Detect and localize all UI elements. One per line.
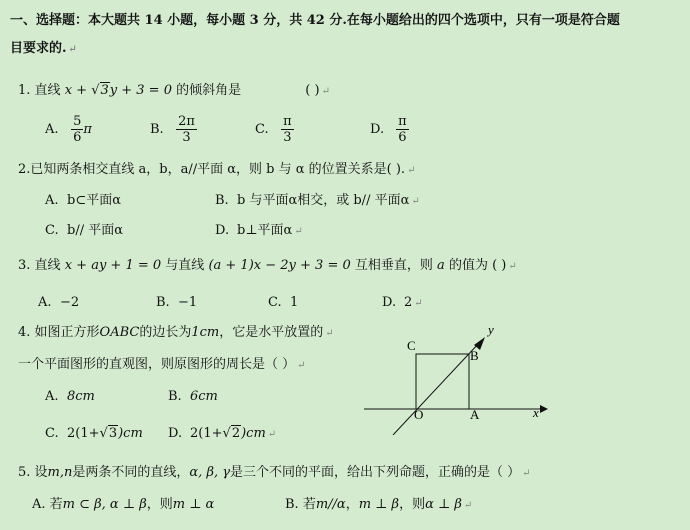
- question-5-option-a: A. 若m ⊂ β, α ⊥ β，则m ⊥ α: [32, 497, 215, 512]
- question-4-option-c: C. 2(1+√3)cm: [45, 426, 143, 441]
- label-y: y: [488, 322, 494, 337]
- question-1-stem: 1. 直线 x + √3y + 3 = 0 的倾斜角是 ( ) ↵: [18, 83, 330, 98]
- question-4-option-b: B. 6cm: [168, 389, 218, 404]
- question-1-option-c: C. $\frac{\pi}{3}$: [255, 114, 292, 145]
- label-a: A: [470, 407, 480, 422]
- question-3-stem: 3. 直线 x + ay + 1 = 0 与直线 (a + 1)x − 2y + 3 = 0 互相垂直，则 a 的值为 ( ) ↵: [18, 258, 517, 273]
- question-4-option-a: A. 8cm: [45, 389, 95, 404]
- section-header-line1: 一、选择题：本大题共 14 小题，每小题 3 分，共 42 分.在每小题给出的四个选项中，只有一项是符合题: [10, 13, 620, 28]
- question-3-option-a: A. −2: [38, 295, 80, 310]
- question-1-option-d: D. $\frac{\pi}{6}$: [370, 114, 407, 145]
- label-b: B: [470, 348, 479, 363]
- question-4-option-d: D. 2(1+√2)cm ↵: [168, 426, 277, 441]
- label-c: C: [407, 338, 416, 353]
- question-5-option-b: B. 若m//α，m ⊥ β，则α ⊥ β ↵: [285, 497, 473, 512]
- question-4-stem-line1: 4. 如图正方形OABC的边长为1cm，它是水平放置的 ↵: [18, 325, 334, 340]
- question-2-stem: 2.已知两条相交直线 a，b，a//平面 α，则 b 与 α 的位置关系是( ). ↵: [18, 162, 416, 177]
- question-3-option-d: D. 2 ↵: [382, 295, 423, 310]
- question-3-option-c: C. 1: [268, 295, 299, 310]
- question-3-option-b: B. −1: [156, 295, 198, 310]
- y-axis: [393, 342, 480, 435]
- question-2-option-d: D. b⊥平面α ↵: [215, 223, 303, 238]
- question-2-option-b: B. b 与平面α相交，或 b// 平面α ↵: [215, 193, 420, 208]
- question-5-stem: 5. 设m,n是两条不同的直线，α, β, γ是三个不同的平面，给出下列命题，正确的是（ ） ↵: [18, 465, 531, 480]
- question-1-option-a: A. $\frac{5}{6}$ π: [45, 114, 92, 145]
- question-1-option-b: B. $\frac{2\pi}{3}$: [150, 114, 195, 145]
- label-x: x: [533, 405, 539, 420]
- question-2-option-c: C. b// 平面α: [45, 223, 123, 238]
- x-axis-arrow: [540, 405, 548, 413]
- question-4-stem-line2: 一个平面图形的直观图，则原图形的周长是（ ） ↵: [18, 357, 306, 372]
- square-oblique-figure: [360, 320, 560, 435]
- question-2-option-a: A. b⊂平面α: [45, 193, 121, 208]
- label-o: O: [414, 407, 424, 422]
- section-header-line2: 目要求的. ↵: [10, 41, 77, 56]
